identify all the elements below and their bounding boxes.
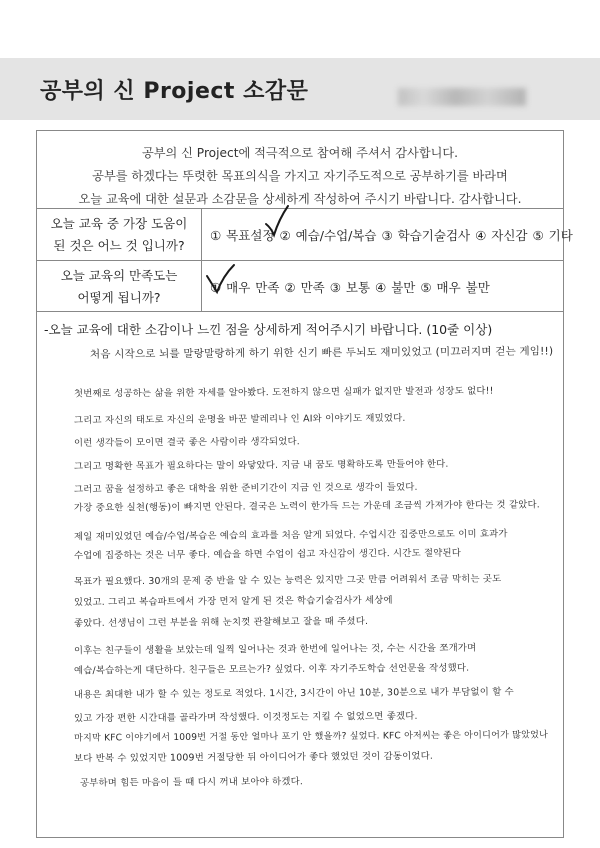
handwritten-line: 목표가 필요했다. 30개의 문제 중 반을 알 수 있는 능력은 있지만 그곳 만큼 어려워서 조금 막히는 곳도 [73,573,502,588]
handwritten-line: 내용은 최대한 내가 할 수 있는 정도로 적었다. 1시간, 3시간이 아닌 10분, 30분으로 내가 부담없이 할 수 [73,686,514,701]
intro-line: 공부를 하겠다는 뚜렷한 목표의식을 가지고 자기주도적으로 공부하기를 바라며 [92,169,508,183]
question2-label: 오늘 교육의 만족도는 어떻게 됩니까? [60,268,178,305]
handwritten-line: 그리고 명확한 목표가 필요하다는 말이 와닿았다. 지금 내 꿈도 명확하도록 만들어야 한다. [73,458,449,473]
handwritten-line: 그러고 꿈을 설정하고 좋은 대학을 위한 준비기간이 지금 인 것으로 생각이 들었다. [73,481,418,496]
handwritten-line: 이후는 친구들이 생활을 보았는데 일찍 일어나는 것과 한번에 일어나는 것, 수는 시간을 쪼개가며 [73,642,477,657]
handwritten-line: 가장 중요한 실천(행동)이 빠지면 안된다. 결국은 노력이 한가득 드는 가운데 조금씩 가져가야 한다는 것 같았다. [73,499,540,514]
checkmark-icon [202,262,238,296]
divider [36,208,564,209]
divider [36,260,564,261]
question2-options[interactable]: ① 매우 만족 ② 만족 ③ 보통 ④ 불만 ⑤ 매우 불만 [210,280,490,295]
handwritten-line: 제일 재미있었던 예습/수업/복습은 예습의 효과를 처음 알게 되었다. 수업시간 집중만으로도 이미 효과가 [73,528,508,543]
page-title: 공부의 신 Project 소감문 [40,79,309,104]
handwritten-line: 마지막 KFC 이야기에서 1009번 거절 동안 얼마나 포기 안 했을까? 싶었다. KFC 아저씨는 좋은 아이디어가 많았었나 [73,730,549,744]
handwritten-line: 수업에 집중하는 것은 너무 좋다. 예습을 하면 수업이 쉽고 자신감이 생긴다. 시간도 절약된다 [73,547,462,562]
blurred-name [398,88,526,106]
handwritten-line: 이런 생각들이 모이면 결국 좋은 사람이라 생각되었다. [73,436,300,449]
handwritten-line: 공부하며 힘든 마음이 들 때 다시 꺼내 보아야 하겠다. [79,776,304,789]
handwritten-line: 있었고. 그리고 복습파트에서 가장 먼저 알게 된 것은 학습기술검사가 세상에 [73,594,393,609]
handwritten-line: 그리고 자신의 태도로 자신의 운명을 바꾼 발레리나 인 AI와 이야기도 재밌었다. [73,412,406,427]
essay-prompt: -오늘 교육에 대한 소감이나 느낀 점을 상세하게 적어주시기 바랍니다. (10줄 이상) [44,322,493,337]
question1-label: 오늘 교육 중 가장 도움이 된 것은 어느 것 입니까? [50,216,188,253]
handwritten-line: 있고 가장 편한 시간대를 골라가며 작성했다. 이것정도는 지킬 수 없었으면 좋겠다. [73,710,418,725]
divider [36,311,564,312]
intro-line: 오늘 교육에 대한 설문과 소감문을 상세하게 작성하여 주시기 바랍니다. 감사합니다. [78,192,522,206]
handwritten-line: 처음 시작으로 뇌를 말랑말랑하게 하기 위한 신기 빠른 두뇌도 재미있었고 (미끄러지며 걷는 게임!!) [89,345,554,361]
handwritten-line: 보다 반복 수 있었지만 1009번 거절당한 뒤 아이디어가 좋다 했었던 것이 감동이었다. [73,750,434,765]
handwritten-line: 첫번째로 성공하는 삶을 위한 자세를 알아봤다. 도전하지 않으면 실패가 없지만 발전과 성장도 없다!! [73,385,494,400]
handwritten-line: 예습/복습하는게 대단하다. 친구들은 모르는가? 싶었다. 이후 자기주도학습 선언문을 작성했다. [73,662,470,677]
checkmark-icon [262,204,292,240]
intro-text [36,142,564,211]
handwritten-line: 좋았다. 선생님이 그런 부분을 위해 눈치껏 관찰해보고 잘을 때 주셨다. [73,615,369,630]
intro-line: 공부의 신 Project에 적극적으로 참여해 주셔서 감사합니다. [141,146,459,160]
question1-options[interactable]: ① 목표설정 ② 예습/수업/복습 ③ 학습기술검사 ④ 자신감 ⑤ 기타 [210,228,573,243]
